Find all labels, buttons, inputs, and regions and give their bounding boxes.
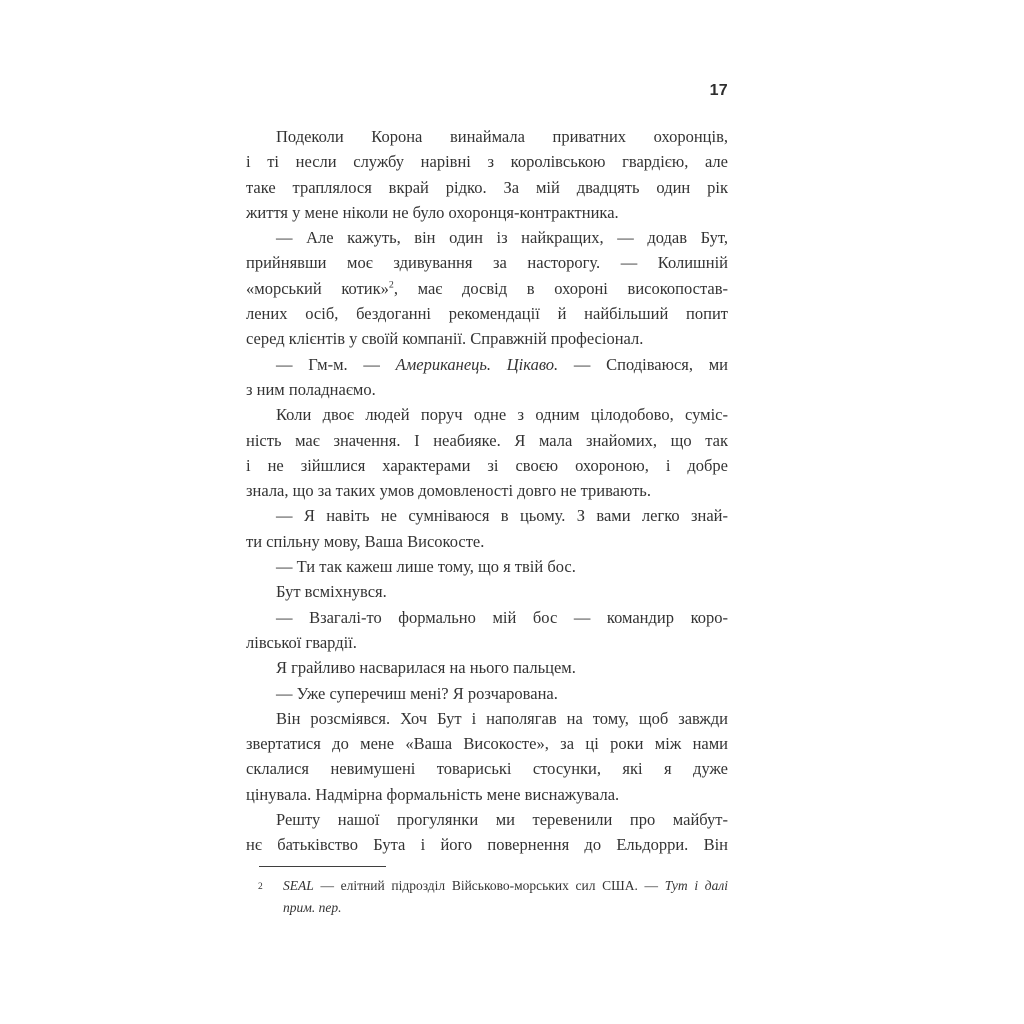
text-segment: Бут всміхнувся. — [276, 582, 387, 602]
text-segment: — Взагалі-то формально мій бос — командир коро- — [276, 607, 728, 627]
text-segment: — елітний підрозділ Військово-морських сил США. — — [313, 878, 665, 893]
text-line — [246, 326, 728, 351]
text-line — [246, 630, 728, 655]
text-line — [246, 503, 728, 528]
text-segment: і не зійшлися характерами зі своєю охороною, і добре — [246, 455, 728, 475]
paragraph — [246, 655, 728, 680]
text-line — [246, 706, 728, 731]
paragraph — [246, 605, 728, 656]
text-segment: життя у мене ніколи не було охоронця-контрактника. — [246, 202, 619, 222]
text-line — [246, 782, 728, 807]
text-segment: прийнявши моє здивування за насторогу. — Колишній — [246, 253, 728, 273]
text-segment: SEAL — [283, 878, 314, 893]
text-segment: Він розсміявся. Хоч Бут і наполягав на тому, щоб завжди — [276, 708, 728, 728]
text-segment: «морський котик» — [246, 278, 389, 298]
text-segment: і ті несли службу нарівні з королівською гвардією, але — [246, 152, 728, 172]
text-segment: Американець. Цікаво. — [395, 354, 559, 374]
text-line — [246, 681, 728, 706]
text-segment: лівської гвардії. — [246, 632, 357, 652]
text-segment: Решту нашої прогулянки ми теревенили про майбут- — [276, 810, 728, 830]
text-segment: — Я навіть не сумніваюся в цьому. З вами легко знай- — [276, 506, 728, 526]
text-line — [246, 200, 728, 225]
footnote-separator — [259, 866, 386, 867]
text-segment: таке траплялося вкрай рідко. За мій двадцять один рік — [246, 177, 728, 197]
text-line — [283, 875, 728, 897]
text-segment: — Уже суперечиш мені? Я розчарована. — [276, 683, 558, 703]
text-line — [246, 605, 728, 630]
footnote-marker: 2 — [258, 882, 263, 892]
text-line — [246, 832, 728, 857]
body-text — [246, 124, 728, 858]
text-segment: Тут і далі — [664, 878, 728, 893]
text-line — [246, 301, 728, 326]
text-segment: склалися невимушені товариські стосунки, які я дуже — [246, 759, 728, 779]
paragraph — [246, 124, 728, 225]
paragraph — [246, 352, 728, 403]
page-number: 17 — [709, 82, 728, 99]
text-segment: нє батьківство Бута і його повернення до Ельдорри. Він — [246, 835, 728, 855]
paragraph — [246, 579, 728, 604]
text-line — [246, 428, 728, 453]
text-segment: з ним поладнаємо. — [246, 379, 376, 399]
text-line — [246, 352, 728, 377]
text-line — [246, 478, 728, 503]
text-segment: ність має значення. І неабияке. Я мала знайомих, що так — [246, 430, 728, 450]
text-segment: ти спільну мову, Ваша Високосте. — [246, 531, 485, 551]
footnote-ref: 2 — [388, 279, 394, 291]
footnote — [246, 866, 728, 918]
paragraph — [246, 807, 728, 858]
text-segment: цінувала. Надмірна формальність мене виснажувала. — [246, 784, 620, 804]
paragraph — [246, 225, 728, 351]
text-line — [246, 756, 728, 781]
text-line — [246, 149, 728, 174]
paragraph — [246, 706, 728, 807]
text-segment: прим. пер. — [283, 899, 342, 915]
text-line — [246, 807, 728, 832]
text-segment: Я грайливо насварилася на нього пальцем. — [276, 658, 576, 678]
paragraph — [246, 402, 728, 503]
text-line — [246, 124, 728, 149]
text-line — [246, 655, 728, 680]
text-line — [246, 377, 728, 402]
text-line — [246, 731, 728, 756]
text-segment: Коли двоє людей поруч одне з одним цілодобово, суміс- — [276, 405, 728, 425]
text-segment: знала, що за таких умов домовленості довго не тривають. — [246, 481, 651, 501]
paragraph — [246, 681, 728, 706]
text-segment: — Але кажуть, він один із найкращих, — додав Бут, — [276, 228, 728, 248]
text-line — [246, 225, 728, 250]
footnote-row — [246, 875, 728, 918]
text-segment: звертатися до мене «Ваша Високосте», за ці роки між нами — [246, 734, 728, 754]
text-segment: — Ти так кажеш лише тому, що я твій бос. — [276, 557, 576, 577]
paragraph — [246, 554, 728, 579]
text-segment: лених осіб, бездоганні рекомендації й найбільший попит — [246, 304, 728, 324]
text-line — [246, 453, 728, 478]
text-line — [283, 897, 728, 919]
footnote-text — [283, 875, 728, 918]
text-segment: — Гм-м. — — [276, 354, 396, 374]
text-line — [246, 276, 728, 301]
text-line — [246, 250, 728, 275]
text-segment: — Сподіваюся, ми — [558, 354, 729, 374]
paragraph — [246, 503, 728, 554]
text-line — [246, 554, 728, 579]
text-line — [246, 529, 728, 554]
text-line — [246, 579, 728, 604]
text-line — [246, 175, 728, 200]
text-segment: серед клієнтів у своїй компанії. Справжній професіонал. — [246, 329, 644, 349]
text-line — [246, 402, 728, 427]
text-segment: , має досвід в охороні високопостав- — [393, 278, 728, 298]
text-segment: Подеколи Корона винаймала приватних охоронців, — [276, 127, 728, 146]
